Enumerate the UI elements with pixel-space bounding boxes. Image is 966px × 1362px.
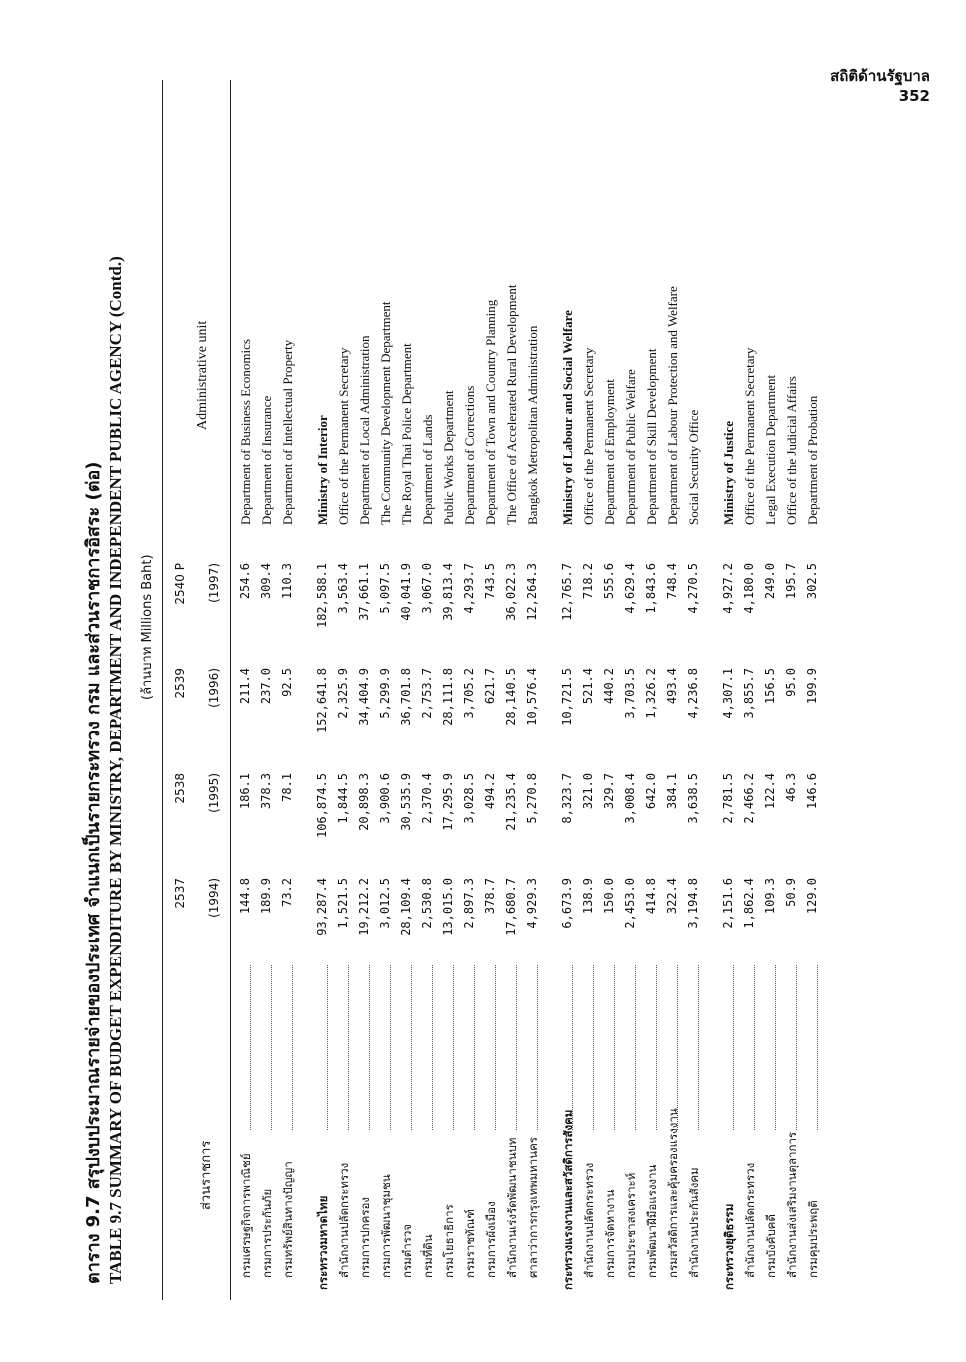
row-label-english: Department of Employment (602, 379, 617, 525)
cell-value: 4,927.2 (721, 563, 735, 614)
cell-value: 254.6 (238, 563, 252, 600)
row-label-thai: สำนักงานปลัดกระทรวง (743, 1162, 757, 1278)
cell-value: 378.3 (259, 773, 273, 810)
cell-value: 93,287.4 (315, 878, 329, 936)
row-label-english: Department of Local Administration (357, 335, 372, 525)
cell-value: 1,844.5 (336, 773, 350, 824)
cell-value: 4,293.7 (462, 563, 476, 614)
cell-value: 3,855.7 (742, 668, 756, 719)
row-label-english: Office of the Permanent Secretary (742, 347, 757, 525)
cell-value: 4,629.4 (623, 563, 637, 614)
leader-dots (348, 965, 349, 1130)
leader-dots (775, 965, 776, 1130)
cell-value: 110.3 (280, 563, 294, 600)
leader-dots (516, 965, 517, 1130)
row-label-thai: กรมการประกันภัย (260, 1188, 274, 1278)
row-label-thai: กรมเศรษฐกิจการพาณิชย์ (239, 1153, 253, 1278)
row-label-thai: สำนักงานประกันสังคม (687, 1167, 701, 1278)
cell-value: 4,236.8 (686, 668, 700, 719)
row-label-thai: กรมที่ดิน (421, 1234, 435, 1278)
cell-value: 521.4 (581, 668, 595, 705)
cell-value: 2,466.2 (742, 773, 756, 824)
cell-value: 21,235.4 (504, 773, 518, 831)
year-be-1995: 2538 (173, 773, 187, 804)
cell-value: 5,299.9 (378, 668, 392, 719)
row-label-thai: กรมการผังเมือง (484, 1201, 498, 1278)
leader-dots (411, 965, 412, 1130)
leader-dots (250, 965, 251, 1130)
cell-value: 621.7 (483, 668, 497, 705)
row-label-english: The Community Development Department (378, 301, 393, 525)
table-row (686, 80, 707, 1300)
cell-value: 30,535.9 (399, 773, 413, 831)
cell-value: 78.1 (280, 773, 294, 802)
row-label-english: Public Works Department (441, 390, 456, 525)
cell-value: 3,012.5 (378, 878, 392, 929)
cell-value: 10,721.5 (560, 668, 574, 726)
table-row (525, 80, 546, 1300)
row-label-thai: กรมคุมประพฤติ (806, 1200, 820, 1278)
leader-dots (390, 965, 391, 1130)
year-ce-1997: (1997) (207, 563, 221, 603)
leader-dots (698, 965, 699, 1130)
cell-value: 46.3 (784, 773, 798, 802)
table-row (315, 80, 336, 1300)
cell-value: 4,929.3 (525, 878, 539, 929)
cell-value: 3,638.5 (686, 773, 700, 824)
cell-value: 122.4 (763, 773, 777, 810)
cell-value: 20,898.3 (357, 773, 371, 831)
leader-dots (271, 965, 272, 1130)
leader-dots (369, 965, 370, 1130)
row-label-english: Department of Lands (420, 414, 435, 525)
cell-value: 129.0 (805, 878, 819, 915)
cell-value: 3,008.4 (623, 773, 637, 824)
leader-dots (817, 965, 818, 1130)
cell-value: 40,041.9 (399, 563, 413, 621)
cell-value: 146.6 (805, 773, 819, 810)
row-label-english: Department of Skill Development (644, 348, 659, 525)
row-label-english: Legal Execution Department (763, 374, 778, 525)
row-label-thai: กระทรวงมหาดไทย (316, 1195, 330, 1290)
cell-value: 3,067.0 (420, 563, 434, 614)
leader-dots (754, 965, 755, 1130)
cell-value: 743.5 (483, 563, 497, 600)
cell-value: 2,897.3 (462, 878, 476, 929)
cell-value: 6,673.9 (560, 878, 574, 929)
cell-value: 28,140.5 (504, 668, 518, 726)
row-label-english: Ministry of Interior (315, 415, 330, 525)
row-label-thai: กรมตำรวจ (400, 1223, 414, 1278)
year-be-1996: 2539 (173, 668, 187, 699)
row-label-english: Department of Probation (805, 395, 820, 525)
cell-value: 329.7 (602, 773, 616, 810)
row-label-english: Department of Labour Protection and Welfare (665, 286, 680, 525)
cell-value: 34,404.9 (357, 668, 371, 726)
row-label-thai: กรมพัฒนาฝีมือแรงงาน (645, 1164, 659, 1278)
cell-value: 4,270.5 (686, 563, 700, 614)
table-row (721, 80, 742, 1300)
table-row (784, 80, 805, 1300)
top-rule (162, 80, 163, 1300)
cell-value: 73.2 (280, 878, 294, 907)
row-label-thai: สำนักงานส่งเสริมงานตุลาการ (785, 1131, 799, 1278)
row-label-thai: สำนักงานปลัดกระทรวง (582, 1162, 596, 1278)
rotated-table-page (70, 80, 910, 1300)
cell-value: 378.7 (483, 878, 497, 915)
cell-value: 2,530.8 (420, 878, 434, 929)
cell-value: 440.2 (602, 668, 616, 705)
row-label-thai: กรมราชทัณฑ์ (463, 1209, 477, 1278)
cell-value: 95.0 (784, 668, 798, 697)
cell-value: 28,111.8 (441, 668, 455, 726)
leader-dots (614, 965, 615, 1130)
table-title-english: TABLE 9.7 SUMMARY OF BUDGET EXPENDITURE BY MINISTRY, DEPARTMENT AND INDEPENDENT PUBLIC AGENCY (Contd.) (106, 256, 125, 1284)
running-head-title: สถิติด้านรัฐบาล (830, 67, 930, 85)
row-label-english: The Royal Thai Police Department (399, 343, 414, 525)
cell-value: 186.1 (238, 773, 252, 810)
leader-dots (593, 965, 594, 1130)
leader-dots (453, 965, 454, 1130)
cell-value: 237.0 (259, 668, 273, 705)
leader-dots (572, 965, 573, 1130)
cell-value: 309.4 (259, 563, 273, 600)
row-label-english: Office of the Permanent Secretary (336, 347, 351, 525)
row-label-english: Department of Town and Country Planning (483, 299, 498, 525)
leader-dots (327, 965, 328, 1130)
header-rule (230, 80, 231, 1300)
leader-dots (432, 965, 433, 1130)
cell-value: 3,703.5 (623, 668, 637, 719)
row-label-thai: สำนักงานปลัดกระทรวง (337, 1162, 351, 1278)
cell-value: 3,194.8 (686, 878, 700, 929)
cell-value: 12,765.7 (560, 563, 574, 621)
leader-dots (656, 965, 657, 1130)
row-label-english: The Office of Accelerated Rural Development (504, 284, 519, 525)
row-label-english: Office of the Permanent Secretary (581, 347, 596, 525)
table-row (763, 80, 784, 1300)
cell-value: 12,264.3 (525, 563, 539, 621)
cell-value: 8,323.7 (560, 773, 574, 824)
leader-dots (292, 965, 293, 1130)
cell-value: 2,325.9 (336, 668, 350, 719)
table-row (602, 80, 623, 1300)
cell-value: 152,641.8 (315, 668, 329, 734)
row-label-thai: กรมบังคับคดี (764, 1214, 778, 1278)
cell-value: 144.8 (238, 878, 252, 915)
cell-value: 642.0 (644, 773, 658, 810)
table-row (441, 80, 462, 1300)
leader-dots (635, 965, 636, 1130)
cell-value: 50.9 (784, 878, 798, 907)
table-row (462, 80, 483, 1300)
row-label-english: Department of Insurance (259, 395, 274, 525)
cell-value: 4,180.0 (742, 563, 756, 614)
cell-value: 4,307.1 (721, 668, 735, 719)
cell-value: 211.4 (238, 668, 252, 705)
table-row (581, 80, 602, 1300)
cell-value: 17,680.7 (504, 878, 518, 936)
cell-value: 28,109.4 (399, 878, 413, 936)
leader-dots (474, 965, 475, 1130)
row-label-thai: กรมทรัพย์สินทางปัญญา (281, 1161, 295, 1278)
cell-value: 106,874.5 (315, 773, 329, 839)
cell-value: 109.3 (763, 878, 777, 915)
cell-value: 2,781.5 (721, 773, 735, 824)
cell-value: 249.0 (763, 563, 777, 600)
cell-value: 1,521.5 (336, 878, 350, 929)
row-label-thai: สำนักงานเร่งรัดพัฒนาชนบท (505, 1137, 519, 1278)
row-label-thai: กระทรวงแรงงานและสวัสดิการสังคม (561, 1109, 575, 1290)
cell-value: 748.4 (665, 563, 679, 600)
row-label-thai: กรมการพัฒนาชุมชน (379, 1174, 393, 1278)
cell-value: 384.1 (665, 773, 679, 810)
leader-dots (495, 965, 496, 1130)
row-label-thai: ศาลาว่าการกรุงเทพมหานคร (526, 1137, 540, 1278)
row-label-thai: กรมประชาสงเคราะห์ (624, 1172, 638, 1278)
row-label-thai: กรมการปกครอง (358, 1197, 372, 1278)
cell-value: 5,270.8 (525, 773, 539, 824)
table-row (280, 80, 301, 1300)
row-label-english: Department of Business Economics (238, 339, 253, 525)
cell-value: 3,900.6 (378, 773, 392, 824)
table-title-thai: ตาราง 9.7 สรุปงบประมาณรายจ่ายของประเทศ จำแนกเป็นรายกระทรวง กรม และส่วนราชการอิสระ (ต่อ) (83, 461, 104, 1284)
row-label-english: Ministry of Labour and Social Welfare (560, 310, 575, 525)
row-label-english: Department of Public Welfare (623, 369, 638, 525)
cell-value: 555.6 (602, 563, 616, 600)
leader-dots (537, 965, 538, 1130)
table-row (238, 80, 259, 1300)
cell-value: 1,843.6 (644, 563, 658, 614)
header-thai-unit: ส่วนราชการ (199, 1140, 214, 1210)
leader-dots (796, 965, 797, 1130)
table-row (336, 80, 357, 1300)
table-row (644, 80, 665, 1300)
cell-value: 10,576.4 (525, 668, 539, 726)
table-row (665, 80, 686, 1300)
row-label-thai: กรมสวัสดิการและคุ้มครองแรงงาน (666, 1108, 680, 1278)
cell-value: 199.9 (805, 668, 819, 705)
row-label-english: Ministry of Justice (721, 421, 736, 525)
cell-value: 36,701.8 (399, 668, 413, 726)
table-row (504, 80, 525, 1300)
cell-value: 1,862.4 (742, 878, 756, 929)
year-be-1997: 2540 P (173, 563, 187, 605)
cell-value: 493.4 (665, 668, 679, 705)
year-ce-1994: (1994) (207, 878, 221, 918)
cell-value: 195.7 (784, 563, 798, 600)
cell-value: 321.0 (581, 773, 595, 810)
table-row (742, 80, 763, 1300)
cell-value: 19,212.2 (357, 878, 371, 936)
cell-value: 2,370.4 (420, 773, 434, 824)
table-row (399, 80, 420, 1300)
row-label-thai: กรมโยธาธิการ (442, 1204, 456, 1278)
cell-value: 189.9 (259, 878, 273, 915)
table-row (805, 80, 826, 1300)
row-label-english: Social Security Office (686, 409, 701, 525)
cell-value: 150.0 (602, 878, 616, 915)
table-row (259, 80, 280, 1300)
cell-value: 156.5 (763, 668, 777, 705)
cell-value: 2,753.7 (420, 668, 434, 719)
table-row (378, 80, 399, 1300)
unit-note: (ล้านบาท Millions Baht) (140, 554, 155, 700)
cell-value: 494.2 (483, 773, 497, 810)
cell-value: 2,453.0 (623, 878, 637, 929)
cell-value: 36,022.3 (504, 563, 518, 621)
cell-value: 182,588.1 (315, 563, 329, 629)
table-row (483, 80, 504, 1300)
row-label-english: Department of Corrections (462, 385, 477, 525)
cell-value: 322.4 (665, 878, 679, 915)
cell-value: 5,097.5 (378, 563, 392, 614)
row-label-english: Bangkok Metropolitan Administration (525, 325, 540, 525)
table-row (560, 80, 581, 1300)
page-number: 352 (898, 87, 930, 105)
cell-value: 302.5 (805, 563, 819, 600)
row-label-english: Office of the Judicial Affairs (784, 376, 799, 525)
year-ce-1995: (1995) (207, 773, 221, 813)
year-be-1994: 2537 (173, 878, 187, 909)
table-row (623, 80, 644, 1300)
leader-dots (677, 965, 678, 1130)
row-label-thai: กระทรวงยุติธรรม (722, 1203, 736, 1290)
header-english-unit: Administrative unit (195, 320, 210, 430)
leader-dots (733, 965, 734, 1130)
cell-value: 3,028.5 (462, 773, 476, 824)
cell-value: 92.5 (280, 668, 294, 697)
cell-value: 1,326.2 (644, 668, 658, 719)
cell-value: 37,661.1 (357, 563, 371, 621)
cell-value: 39,813.4 (441, 563, 455, 621)
table-row (357, 80, 378, 1300)
cell-value: 414.8 (644, 878, 658, 915)
row-label-english: Department of Intellectual Property (280, 339, 295, 525)
cell-value: 13,015.0 (441, 878, 455, 936)
row-label-thai: กรมการจัดหางาน (603, 1189, 617, 1278)
cell-value: 17,295.9 (441, 773, 455, 831)
cell-value: 138.9 (581, 878, 595, 915)
cell-value: 718.2 (581, 563, 595, 600)
cell-value: 2,151.6 (721, 878, 735, 929)
table-row (420, 80, 441, 1300)
cell-value: 3,705.2 (462, 668, 476, 719)
cell-value: 3,563.4 (336, 563, 350, 614)
year-ce-1996: (1996) (207, 668, 221, 708)
